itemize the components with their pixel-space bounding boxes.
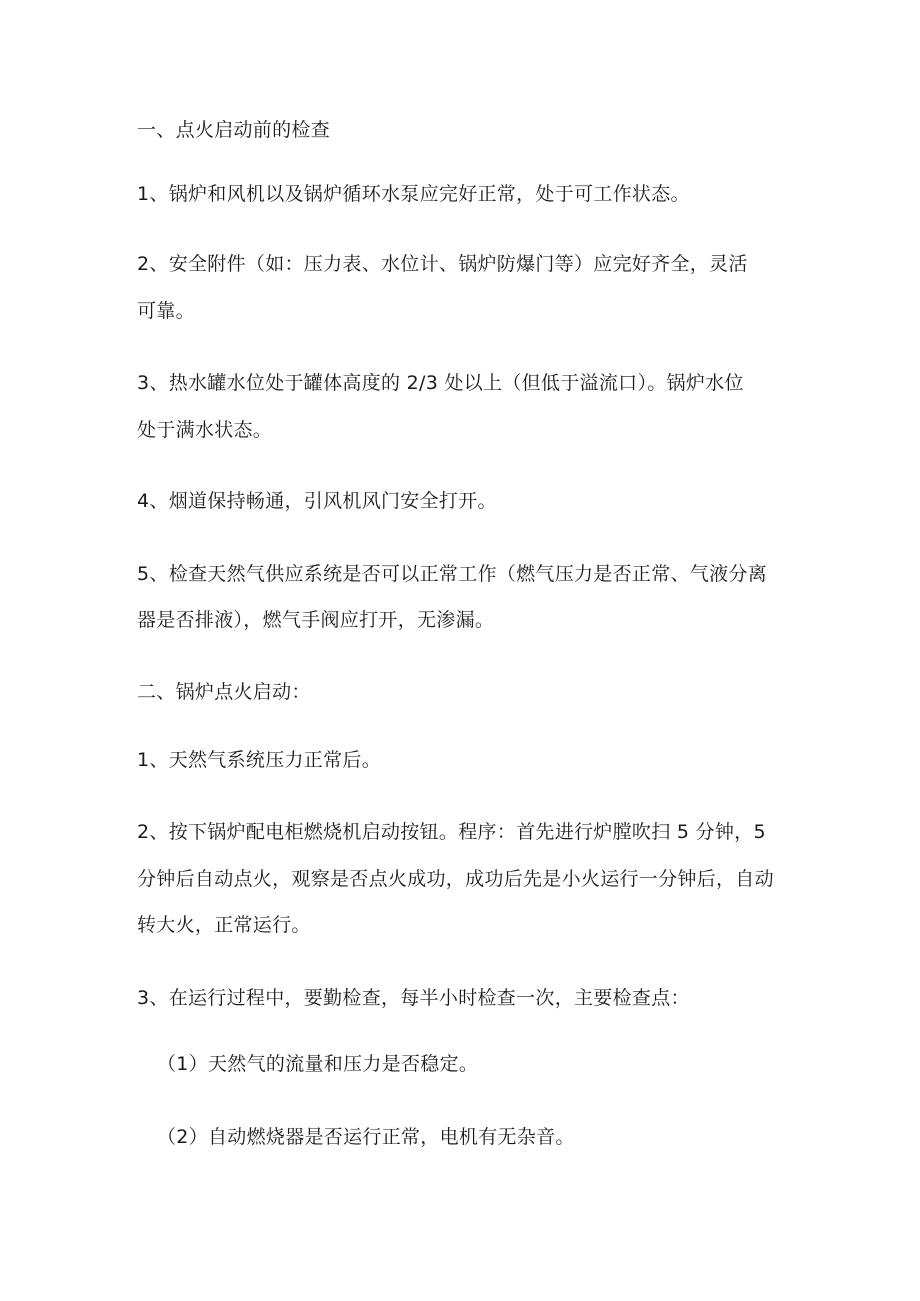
section-1-item-2-line-2: 可靠。: [137, 300, 195, 322]
section-1-item-4: 4、烟道保持畅通，引风机风门安全打开。: [137, 490, 497, 512]
section-1-item-5-line-2: 器是否排液），燃气手阀应打开，无渗漏。: [137, 609, 495, 631]
section-2-item-2-line-2: 分钟后自动点火，观察是否点火成功，成功后先是小火运行一分钟后，自动: [137, 868, 774, 890]
section-2-heading: 二、锅炉点火启动：: [137, 681, 311, 703]
section-1-item-3-line-1: 3、热水罐水位处于罐体高度的 2/3 处以上（但低于溢流口）。锅炉水位: [137, 372, 744, 394]
section-1-heading: 一、点火启动前的检查: [137, 119, 331, 141]
section-2-sub-item-2: （2）自动燃烧器是否运行正常，电机有无杂音。: [157, 1126, 575, 1148]
section-1-item-3-line-2: 处于满水状态。: [137, 419, 273, 441]
section-2-item-1: 1、天然气系统压力正常后。: [137, 749, 381, 771]
section-2-item-3: 3、在运行过程中，要勤检查，每半小时检查一次，主要检查点：: [137, 987, 690, 1009]
section-2-sub-item-1: （1）天然气的流量和压力是否稳定。: [157, 1053, 479, 1075]
section-1-item-2-line-1: 2、安全附件（如：压力表、水位计、锅炉防爆门等）应完好齐全，灵活: [137, 253, 748, 275]
section-1-item-1: 1、锅炉和风机以及锅炉循环水泵应完好正常，处于可工作状态。: [137, 183, 690, 205]
section-2-item-2-line-1: 2、按下锅炉配电柜燃烧机启动按钮。程序：首先进行炉膛吹扫 5 分钟，5: [137, 821, 766, 843]
section-2-item-2-line-3: 转大火，正常运行。: [137, 914, 311, 936]
section-1-item-5-line-1: 5、检查天然气供应系统是否可以正常工作（燃气压力是否正常、气液分离: [137, 563, 767, 585]
